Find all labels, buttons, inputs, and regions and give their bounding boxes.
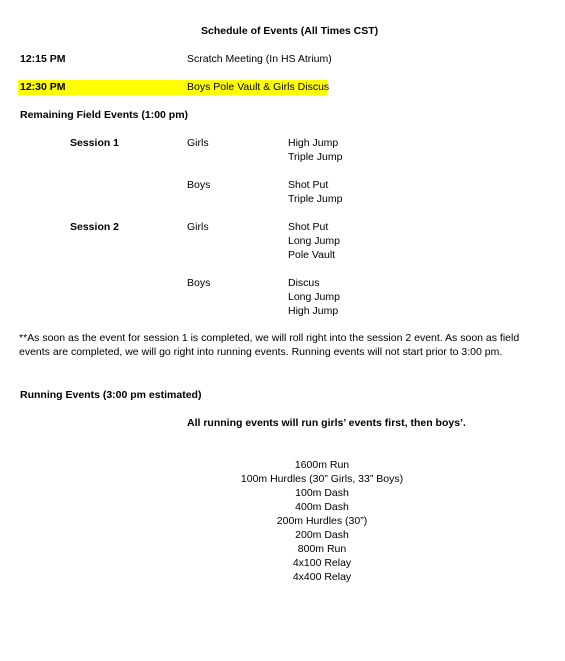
list-item: 100m Dash: [295, 487, 349, 499]
list-item: High Jump: [288, 137, 339, 149]
session-2-boys-events: [288, 276, 340, 318]
session-1-label: Session 1: [70, 137, 120, 149]
session-note: **As soon as the event for session 1 is completed, we will roll right into the session 2 event. As soon as field events are completed, we will go right into running events. Running events will not start prior to 3:00 pm.: [19, 332, 520, 358]
page-title: Schedule of Events (All Times CST): [201, 25, 379, 37]
list-item: High Jump: [288, 305, 339, 317]
schedule-event-scratch-meeting: Scratch Meeting (In HS Atrium): [187, 53, 332, 65]
field-events-heading: Remaining Field Events (1:00 pm): [20, 109, 189, 121]
list-item: Shot Put: [288, 179, 329, 191]
list-item: Long Jump: [288, 291, 340, 303]
session-2-label: Session 2: [70, 221, 120, 233]
session-2-boys-label: Boys: [187, 277, 211, 289]
running-events-subheading: All running events will run girls’ events first, then boys’.: [187, 417, 466, 429]
session-1-boys-events: [288, 178, 342, 206]
schedule-time-1230: 12:30 PM: [20, 81, 66, 93]
session-2-girls-label: Girls: [187, 221, 209, 233]
list-item: Discus: [288, 277, 320, 289]
list-item: 400m Dash: [295, 501, 349, 513]
session-2-girls-events: [288, 220, 340, 262]
session-1-girls-label: Girls: [187, 137, 209, 149]
list-item: 4x400 Relay: [292, 571, 352, 583]
list-item: 1600m Run: [294, 459, 350, 471]
list-item: Pole Vault: [288, 249, 336, 261]
list-item: 4x100 Relay: [292, 557, 352, 569]
list-item: Shot Put: [288, 221, 329, 233]
running-events-list: [200, 458, 444, 584]
schedule-time-1215: 12:15 PM: [20, 53, 66, 65]
list-item: Triple Jump: [288, 193, 343, 205]
session-1-boys-label: Boys: [187, 179, 211, 191]
list-item: 100m Hurdles (30” Girls, 33” Boys): [240, 473, 404, 485]
schedule-event-pole-vault-discus: Boys Pole Vault & Girls Discus: [187, 81, 330, 93]
list-item: 200m Dash: [295, 529, 349, 541]
list-item: 200m Hurdles (30”): [276, 515, 368, 527]
list-item: Triple Jump: [288, 151, 343, 163]
list-item: 800m Run: [297, 543, 347, 555]
list-item: Long Jump: [288, 235, 340, 247]
session-1-girls-events: [288, 136, 342, 164]
running-events-heading: Running Events (3:00 pm estimated): [20, 389, 202, 401]
